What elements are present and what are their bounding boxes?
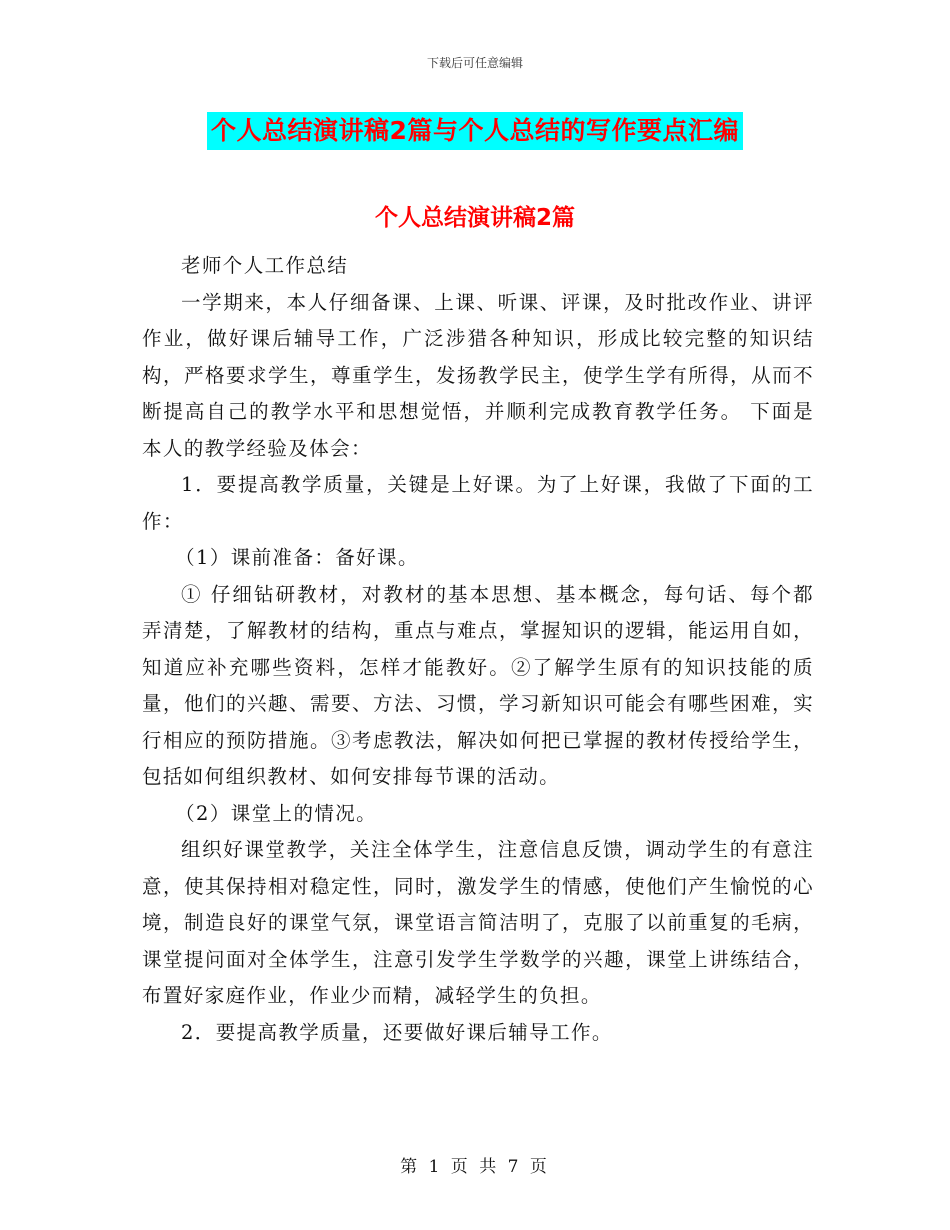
paragraph-heading: 老师个人工作总结 [181, 254, 349, 277]
paragraph: 一学期来，本人仔细备课、上课、听课、评课，及时批改作业、讲评作业，做好课后辅导工作，广泛涉猎各种知识，形成比较完整的知识结构，严格要求学生，尊重学生，发扬教学民主，使学生学有所得，从而不断提高自己的教学水平和思想觉悟，并顺利完成教育教学任务。 下面是本人的教学经验及体会： [142, 290, 814, 460]
paragraph: 组织好课堂教学，关注全体学生，注意信息反馈，调动学生的有意注意，使其保持相对稳定性，同时，激发学生的情感，使他们产生愉悦的心境，制造良好的课堂气氛，课堂语言简洁明了，克服了以前重复的毛病，课堂提问面对全体学生，注意引发学生学数学的兴趣，课堂上讲练结合，布置好家庭作业，作业少而精，减轻学生的负担。 [142, 838, 814, 1007]
paragraph-subheading: （2）课堂上的情况。 [175, 801, 378, 825]
paragraph: ① 仔细钻研教材，对教材的基本思想、基本概念，每句话、每个都弄清楚，了解教材的结构，重点与难点，掌握知识的逻辑，能运用自如，知道应补充哪些资料，怎样才能教好。②了解学生原有的知识技能的质量，他们的兴趣、需要、方法、习惯，学习新知识可能会有哪些困难，实行相应的预防措施。③考虑教法，解决如何把已掌握的教材传授给学生，包括如何组织教材、如何安排每节课的活动。 [142, 582, 814, 788]
paragraph-subheading: （1）课前准备：备好课。 [175, 546, 419, 569]
paragraph: 2．要提高教学质量，还要做好课后辅导工作。 [181, 1020, 613, 1044]
document-body [142, 248, 814, 1051]
main-title: 个人总结演讲稿2篇与个人总结的写作要点汇编 [207, 112, 743, 150]
section-title: 个人总结演讲稿2篇 [374, 205, 575, 231]
main-title-wrap [0, 112, 950, 150]
header-note: 下载后可任意编辑 [426, 56, 523, 70]
paragraph: 1．要提高教学质量，关键是上好课。为了上好课，我做了下面的工作： [142, 473, 814, 533]
page-number: 第 1 页 共 7 页 [400, 1157, 550, 1177]
